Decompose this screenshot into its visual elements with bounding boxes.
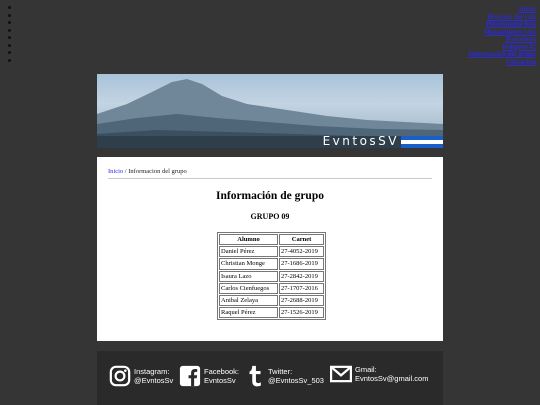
nav-link-inicio[interactable]: Inicio (518, 5, 536, 13)
bullet (8, 59, 11, 62)
student-carnet: 27-1686-2019 (279, 258, 324, 269)
header-banner (97, 74, 443, 148)
table-header-row (219, 234, 324, 245)
bullet (8, 44, 11, 47)
breadcrumb-current: Informacion del grupo (128, 168, 187, 175)
gmail-label: Gmail: (355, 365, 377, 374)
student-name: Isaura Lazo (219, 271, 278, 282)
table-row (219, 258, 324, 269)
gmail-link[interactable] (330, 365, 428, 383)
column-header-alumno: Alumno (219, 234, 278, 245)
student-carnet: 27-1526-2019 (279, 307, 324, 318)
nav-link-barcelona[interactable]: Barcelona (505, 35, 536, 44)
nav-link-ubicacion[interactable]: Ubicacion (506, 57, 536, 66)
nav-link-monastiques[interactable]: Monastiques vots (484, 27, 536, 36)
student-carnet: 27-2842-2019 (279, 271, 324, 282)
bullet (8, 21, 11, 24)
instagram-handle: @EvntosSv (134, 376, 174, 385)
table-row (219, 307, 324, 318)
breadcrumb-home-link[interactable]: Inicio (108, 168, 124, 175)
group-subtitle: GRUPO 09 (250, 212, 290, 221)
table-row (219, 283, 324, 294)
brand-name: EvntosSV (322, 134, 399, 148)
bullet (8, 14, 11, 17)
content-card (97, 157, 443, 341)
student-carnet: 27-1707-2016 (279, 283, 324, 294)
bullet (8, 36, 11, 39)
bullet-list (8, 6, 11, 66)
student-carnet: 27-2688-2019 (279, 295, 324, 306)
group-members-table (217, 232, 326, 320)
facebook-link[interactable] (179, 365, 239, 387)
top-nav (468, 6, 536, 66)
mail-icon (330, 365, 352, 383)
student-name: Carlos Cienfuegos (219, 283, 278, 294)
nav-link-historia[interactable]: Historia del vals (487, 12, 536, 21)
twitter-handle: @EvntosSv_503 (268, 376, 324, 385)
page-title: Información de grupo (216, 190, 324, 202)
bullet (8, 51, 11, 54)
divider (108, 178, 432, 179)
twitter-label: Twitter: (268, 367, 293, 376)
footer (97, 351, 443, 405)
instagram-label: Instagram: (134, 367, 170, 376)
nav-link-religion[interactable]: Religion 42 (502, 42, 536, 51)
table-row (219, 295, 324, 306)
bullet (8, 6, 11, 9)
column-header-carnet: Carnet (279, 234, 324, 245)
student-name: Daniel Pérez (219, 246, 278, 257)
facebook-handle: EvntosSv (204, 376, 236, 385)
flag-stripes (401, 136, 443, 148)
student-name: Raquel Pérez (219, 307, 278, 318)
breadcrumb (108, 168, 187, 175)
student-carnet: 27-4052-2019 (279, 246, 324, 257)
flag-stripe-bottom (401, 144, 443, 148)
instagram-icon (109, 365, 131, 387)
bullet (8, 29, 11, 32)
student-name: Anibal Zelaya (219, 295, 278, 306)
facebook-icon (179, 365, 201, 387)
table-row (219, 246, 324, 257)
tumblr-icon (245, 365, 265, 387)
instagram-link[interactable] (109, 365, 173, 387)
twitter-link[interactable] (245, 365, 324, 387)
nav-link-info-grupo[interactable]: Informacion del grupo (468, 50, 536, 59)
facebook-label: Facebook: (204, 367, 240, 376)
breadcrumb-separator: / (123, 168, 129, 175)
nav-link-hourborgue[interactable]: Hourborgue feta (486, 20, 536, 29)
table-row (219, 271, 324, 282)
student-name: Christian Monge (219, 258, 278, 269)
gmail-address: EvntosSv@gmail.com (355, 374, 429, 383)
